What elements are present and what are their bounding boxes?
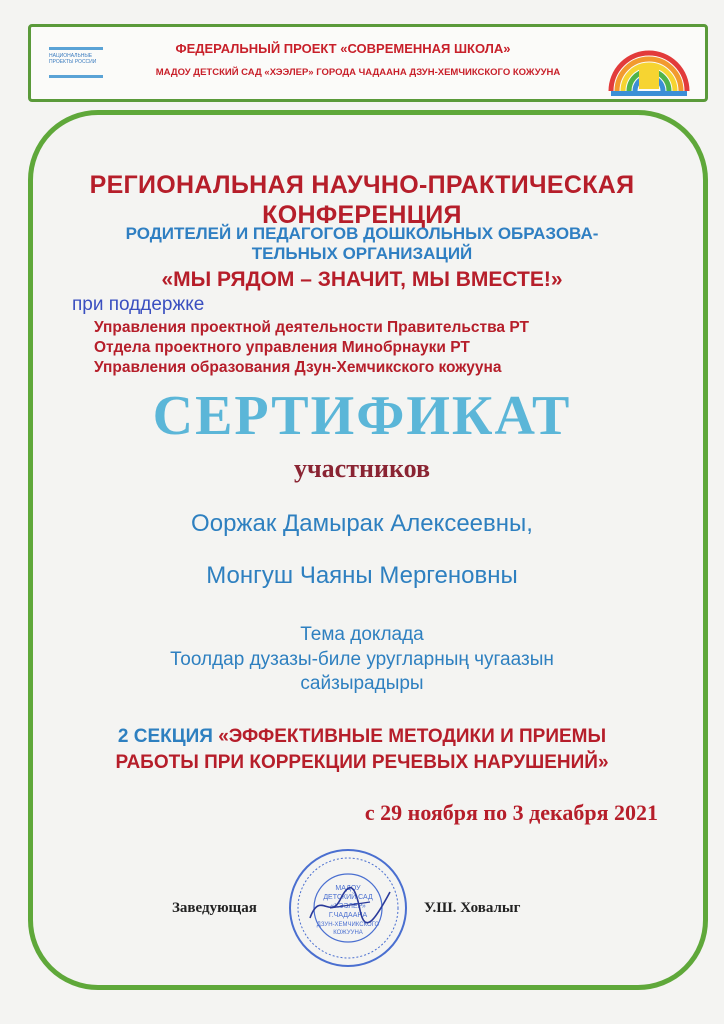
support-item: Отдела проектного управления Минобрнауки РТ xyxy=(94,339,470,356)
signatory-name: У.Ш. Ховалыг xyxy=(424,900,521,916)
kindergarten-rainbow-logo xyxy=(603,33,695,99)
section-name-line1: «ЭФФЕКТИВНЫЕ МЕТОДИКИ И ПРИЕМЫ xyxy=(218,726,607,747)
project-title: ФЕДЕРАЛЬНЫЙ ПРОЕКТ «СОВРЕМЕННАЯ ШКОЛА» xyxy=(175,41,511,56)
header-band xyxy=(28,24,708,102)
conference-audience xyxy=(0,224,724,264)
participant-name: Монгуш Чаяны Мергеновны xyxy=(206,562,518,589)
svg-text:«ХЭЭЛЕР»: «ХЭЭЛЕР» xyxy=(330,903,366,910)
svg-text:Г.ЧАДААНА: Г.ЧАДААНА xyxy=(328,912,368,919)
conference-audience-line2: ТЕЛЬНЫХ ОРГАНИЗАЦИЙ xyxy=(251,244,473,263)
national-projects-logo xyxy=(45,41,109,87)
svg-text:ДЕТСКИЙ САД: ДЕТСКИЙ САД xyxy=(323,894,373,901)
certificate-title: СЕРТИФИКАТ xyxy=(152,385,572,447)
conference-title-line2: КОНФЕРЕНЦИЯ xyxy=(262,201,462,229)
topic-title xyxy=(0,648,724,696)
topic-title-line2: сайзырадыры xyxy=(300,673,424,694)
support-label: при поддержке xyxy=(72,294,205,315)
svg-text:КОЖУУНА: КОЖУУНА xyxy=(333,930,363,936)
signatory-position: Заведующая xyxy=(172,900,257,916)
section-number: 2 СЕКЦИЯ xyxy=(117,726,213,747)
support-list xyxy=(94,318,529,378)
conference-title xyxy=(0,170,724,230)
organization-name: МАДОУ ДЕТСКИЙ САД «ХЭЭЛЕР» ГОРОДА ЧАДААНА ДЗУН-ХЕМЧИКСКОГО КОЖУУНА xyxy=(155,67,561,78)
conference-dates: с 29 ноября по 3 декабря 2021 xyxy=(364,800,658,825)
conference-audience-line1: РОДИТЕЛЕЙ И ПЕДАГОГОВ ДОШКОЛЬНЫХ ОБРАЗОВА- xyxy=(125,224,599,243)
handwritten-signature xyxy=(300,880,400,930)
logo-caption: НАЦИОНАЛЬНЫЕ ПРОЕКТЫ РОССИИ xyxy=(49,53,97,65)
topic-label: Тема доклада xyxy=(300,624,424,645)
participants-label: участников xyxy=(294,454,430,483)
svg-text:ДЗУН-ХЕМЧИКСКОГО: ДЗУН-ХЕМЧИКСКОГО xyxy=(316,922,380,928)
conference-motto: «МЫ РЯДОМ – ЗНАЧИТ, МЫ ВМЕСТЕ!» xyxy=(161,268,563,291)
support-item: Управления образования Дзун-Хемчикского кожууна xyxy=(94,359,502,376)
support-item: Управления проектной деятельности Правительства РТ xyxy=(94,319,529,336)
participant-name: Ооржак Дамырак Алексеевны, xyxy=(191,510,533,537)
section-name-line2: РАБОТЫ ПРИ КОРРЕКЦИИ РЕЧЕВЫХ НАРУШЕНИЙ» xyxy=(115,752,609,773)
section-title xyxy=(0,724,724,776)
conference-title-line1: РЕГИОНАЛЬНАЯ НАУЧНО-ПРАКТИЧЕСКАЯ xyxy=(89,171,635,199)
topic-title-line1: Тоолдар дузазы-биле уругларның чугаазын xyxy=(170,649,554,670)
svg-text:МАДОУ: МАДОУ xyxy=(335,885,361,892)
